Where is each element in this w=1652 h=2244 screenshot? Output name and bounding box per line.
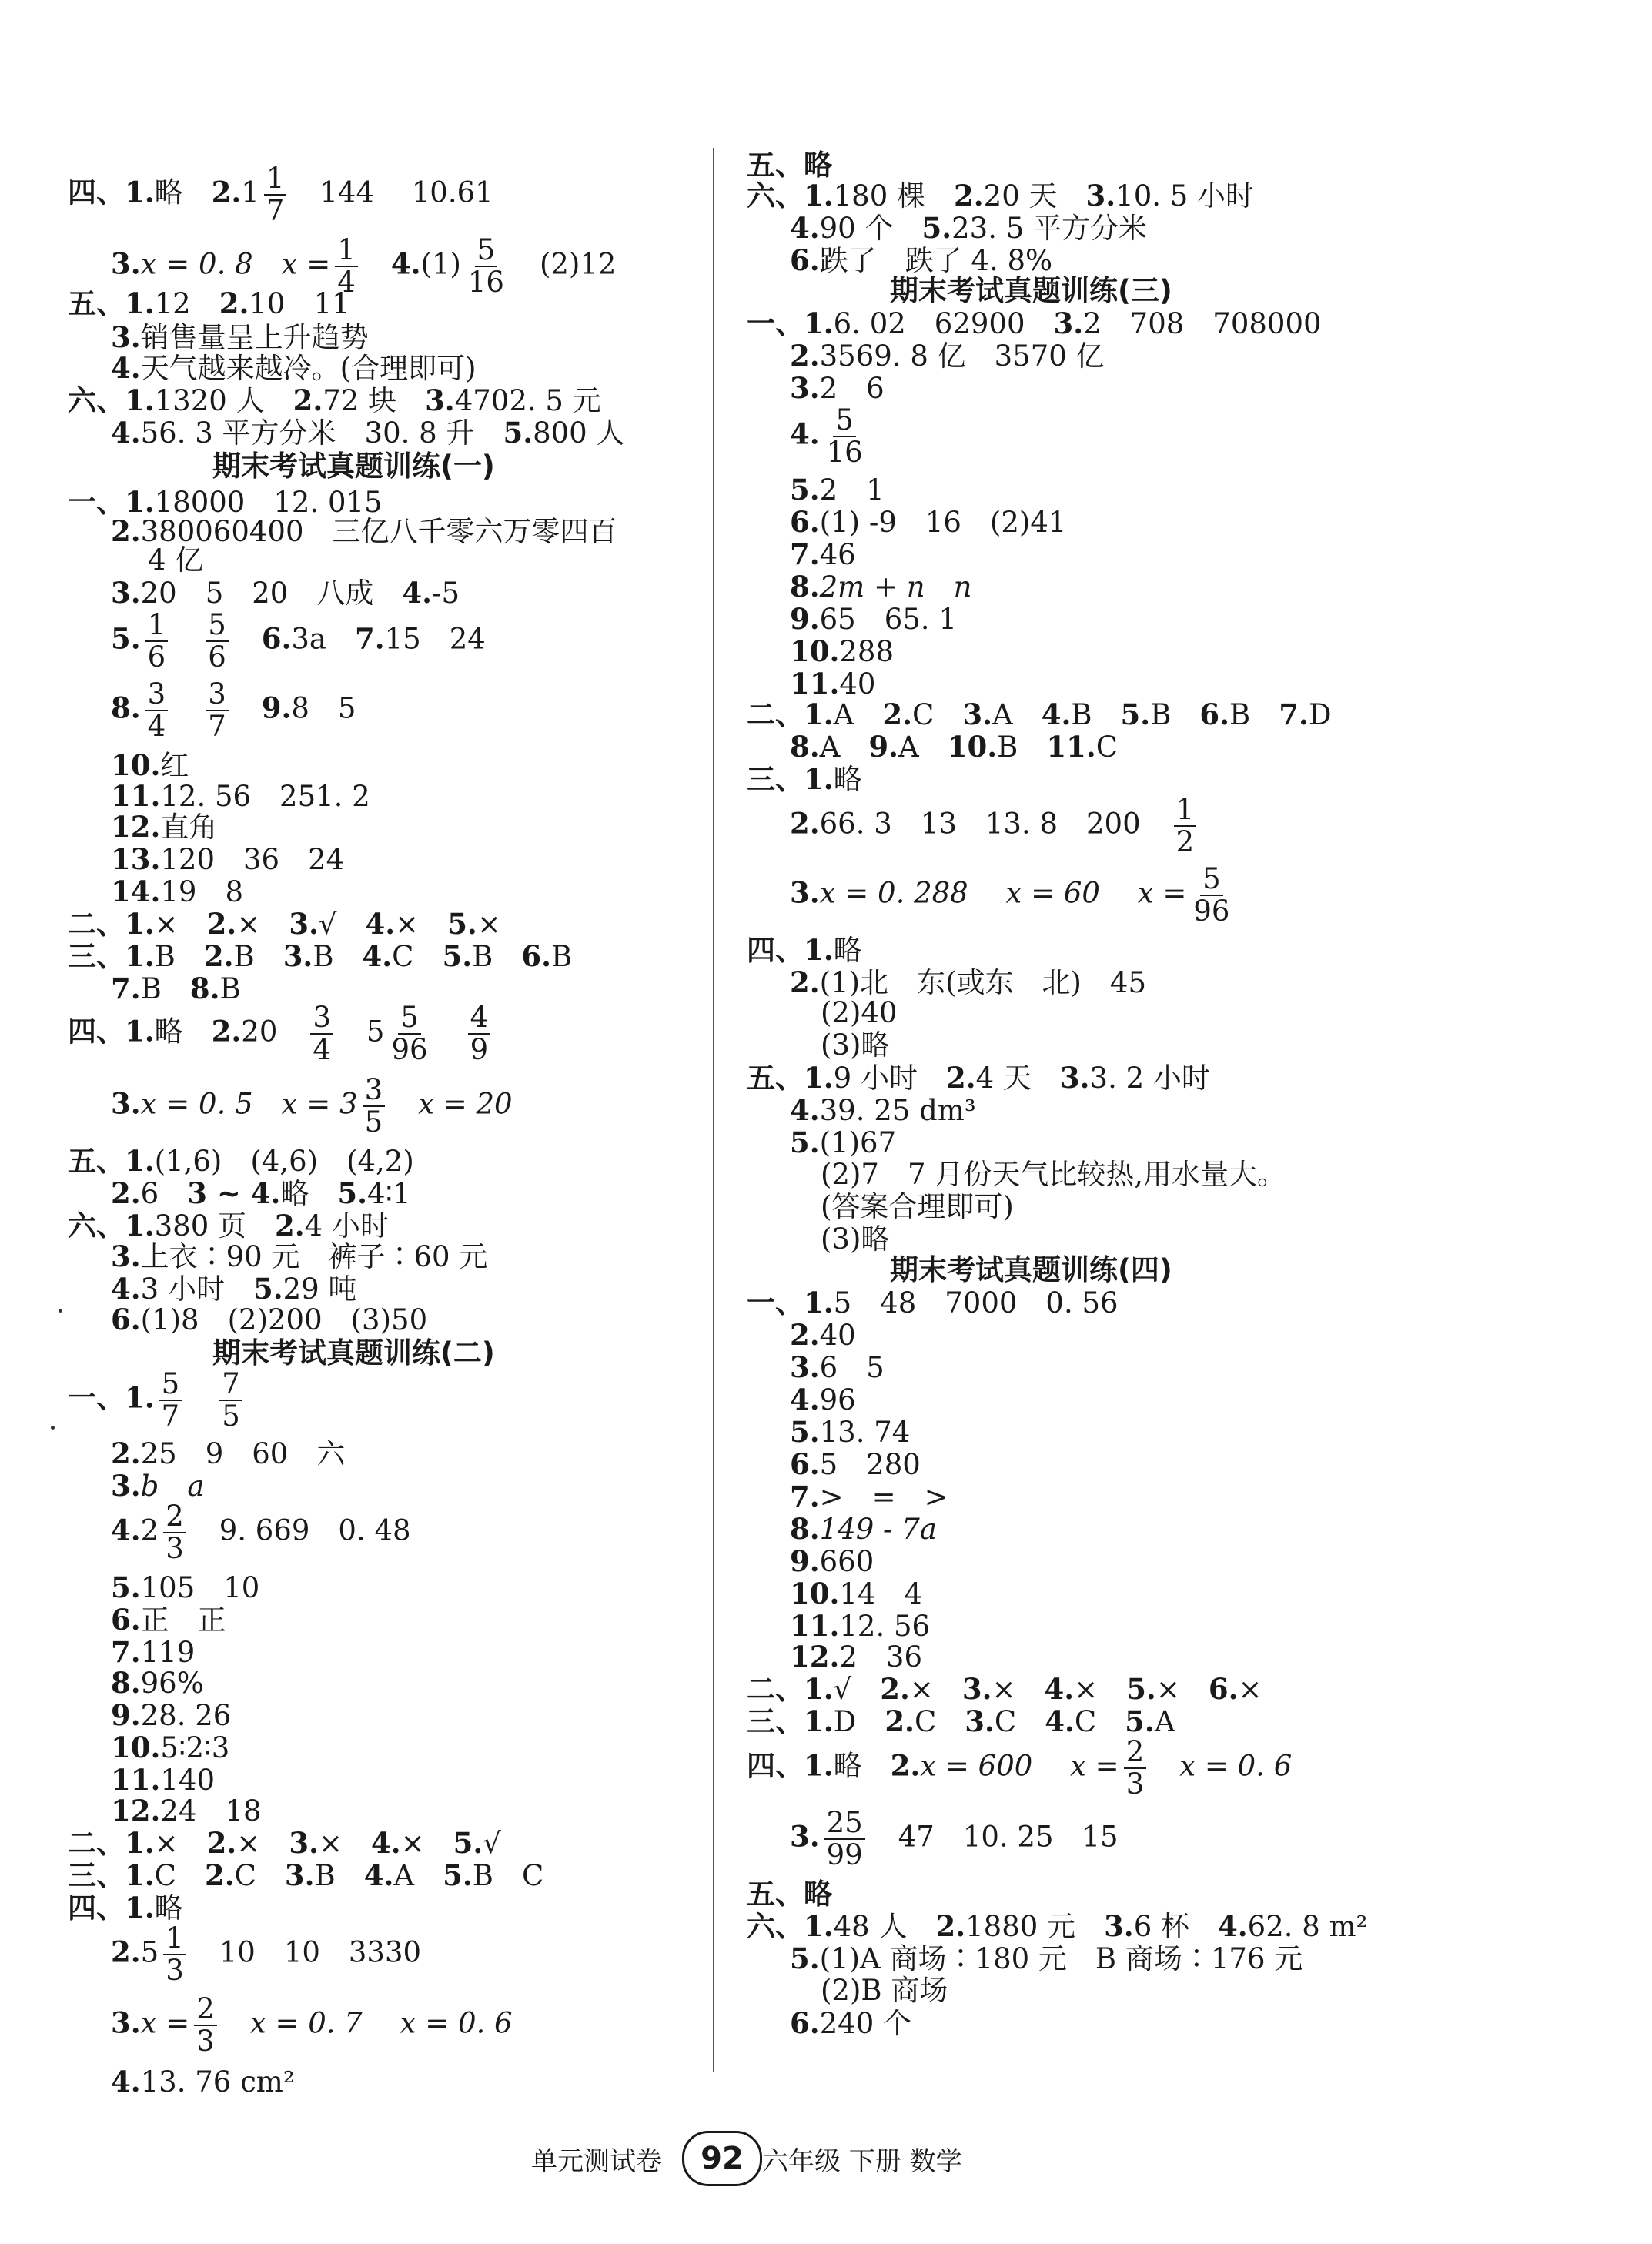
answer-line: 8. $\frac{3}{4}$ $\frac{3}{7}$ 9.8 5 (111, 677, 356, 743)
fraction: $\frac{7}{5}$ (219, 1369, 242, 1432)
answer-line: 8.96% (111, 1666, 204, 1700)
fraction: $\frac{1}{2}$ (1174, 794, 1197, 858)
answer-line: 2.40 (790, 1318, 856, 1352)
answer-line: 6.(1) -9 16 (2)41 (790, 505, 1067, 539)
answer-line: 6.跌了 跌了 4. 8% (790, 243, 1053, 277)
answer-line: 3.6 5 (790, 1350, 885, 1384)
answer-line: 7.> = > (790, 1480, 948, 1513)
answer-line: 五、1.(1,6) (4,6) (4,2) (68, 1144, 414, 1178)
answer-line: (答案合理即可) (821, 1190, 1014, 1223)
scan-speck (51, 1426, 55, 1430)
answer-line: 一、1.18000 12. 015 (68, 485, 383, 519)
answer-line: 6.(1)8 (2)200 (3)50 (111, 1303, 428, 1336)
answer-line: 5.(1)67 (790, 1125, 897, 1159)
answer-line: 4.3 小时 5.29 吨 (111, 1272, 357, 1306)
grade-subject: 六年级 下册 数学 (762, 2146, 962, 2177)
fraction: $\frac{4}{9}$ (468, 1002, 491, 1065)
section-title: 期末考试真题训练(四) (890, 1253, 1172, 1286)
answer-line: 4.39. 25 dm³ (790, 1093, 976, 1127)
answer-line: 4.天气越来越冷。(合理即可) (111, 351, 477, 385)
column-divider (713, 148, 714, 2072)
answer-line: 3.x = 0. 5 x = 3 $\frac{3}{5}$ x = 20 (111, 1073, 513, 1139)
answer-line: 12.2 36 (790, 1640, 922, 1674)
answer-line: 四、1.略 (747, 933, 862, 967)
answer-line: 3.销售量呈上升趋势 (111, 320, 369, 354)
answer-line: 四、1.略 2.20 $\frac{3}{4}$ 5 $\frac{5}{96}$ $\frac{4}{9}$ (68, 1002, 495, 1065)
answer-line: 6.5 280 (790, 1447, 921, 1481)
answer-line: (3)略 (821, 1222, 890, 1256)
answer-line: (2)B 商场 (821, 1974, 948, 2007)
answer-line: 四、1.略 2.x = 600 x = $\frac{2}{3}$ x = 0. 6 (747, 1735, 1293, 1801)
answer-line: 2.380060400 三亿八千零六万零四百 (111, 514, 617, 548)
answer-line: 8.A 9.A 10.B 11.C (790, 730, 1119, 764)
answer-line: 六、1.180 棵 2.20 天 3.10. 5 小时 (747, 179, 1255, 212)
answer-line: 4.13. 76 cm² (111, 2065, 295, 2099)
fraction: $\frac{5}{16}$ (826, 403, 863, 469)
fraction: $\frac{5}{6}$ (206, 610, 229, 673)
answer-line: 5.13. 74 (790, 1415, 911, 1449)
answer-line: 四、1.略 2.1 $\frac{1}{7}$ 144 10.61 (68, 162, 493, 227)
answer-line: 3.b a (111, 1469, 205, 1503)
answer-line: 三、1.B 2.B 3.B 4.C 5.B 6.B (68, 939, 573, 973)
answer-line: 11.12. 56 251. 2 (111, 779, 370, 813)
answer-line: 10.5∶2∶3 (111, 1731, 230, 1764)
answer-line: 9.65 65. 1 (790, 602, 957, 636)
section-title: 期末考试真题训练(二) (212, 1336, 495, 1369)
answer-line: 10.14 4 (790, 1577, 922, 1610)
answer-line: 4.2 $\frac{2}{3}$ 9. 669 0. 48 (111, 1500, 411, 1565)
answer-line: 3.2 6 (790, 371, 885, 405)
answer-line: 五、略 (747, 148, 832, 182)
answer-line: 12.直角 (111, 810, 218, 844)
answer-line: 3.20 5 20 八成 4.-5 (111, 576, 460, 610)
answer-line: 2.5 $\frac{1}{3}$ 10 10 3330 (111, 1921, 422, 1987)
answer-line: 5.2 1 (790, 473, 885, 507)
answer-line: 11.40 (790, 667, 876, 701)
answer-line: 10.红 (111, 748, 189, 782)
answer-line: 5.(1)A 商场∶180 元 B 商场∶176 元 (790, 1941, 1303, 1975)
answer-line: 6.正 正 (111, 1603, 226, 1637)
answer-line: 11.12. 56 (790, 1609, 931, 1643)
answer-line: 五、略 (747, 1877, 832, 1911)
answer-line: 一、1.5 48 7000 0. 56 (747, 1286, 1119, 1319)
book-title: 单元测试卷 (531, 2146, 662, 2177)
answer-line: 4.96 (790, 1383, 856, 1416)
section-title: 期末考试真题训练(三) (890, 274, 1172, 307)
answer-line: 7.46 (790, 537, 856, 571)
answer-line: 3.x = 0. 8 x = $\frac{1}{4}$ 4.(1) $\frac{5}{16}$ (2)12 (111, 233, 617, 299)
fraction: $\frac{2}{3}$ (1124, 1737, 1147, 1800)
answer-line: 4.90 个 5.23. 5 平方分米 (790, 211, 1148, 245)
answer-line: 一、1. $\frac{5}{7}$ $\frac{7}{5}$ (68, 1369, 247, 1432)
answer-line: 六、1.48 人 2.1880 元 3.6 杯 4.62. 8 m² (747, 1909, 1368, 1943)
answer-line: 5. $\frac{1}{6}$ $\frac{5}{6}$ 6.3a 7.15 24 (111, 608, 486, 674)
fraction: $\frac{1}{6}$ (145, 610, 169, 673)
answer-line: 9.660 (790, 1544, 874, 1578)
answer-line: 五、1.12 2.10 11 (68, 286, 350, 320)
answer-line: 2.6 3 ~ 4.略 5.4∶1 (111, 1176, 411, 1210)
fraction: $\frac{1}{3}$ (163, 1923, 186, 1986)
answer-line: 8.149 - 7a (790, 1512, 937, 1546)
answer-line: 四、1.略 (68, 1891, 183, 1925)
fraction: $\frac{25}{99}$ (824, 1808, 865, 1871)
fraction: $\frac{3}{4}$ (145, 679, 169, 742)
answer-line: 五、1.9 小时 2.4 天 3.3. 2 小时 (747, 1061, 1210, 1095)
answer-line: 5.105 10 (111, 1570, 260, 1604)
answer-line: (2)7 7 月份天气比较热,用水量大。 (821, 1158, 1286, 1191)
answer-line: 14.19 8 (111, 875, 243, 908)
answer-line: 2.66. 3 13 13. 8 200 $\frac{1}{2}$ (790, 794, 1201, 858)
fraction: $\frac{5}{7}$ (159, 1369, 182, 1432)
answer-line: 7.119 (111, 1635, 196, 1669)
fraction: $\frac{2}{3}$ (194, 1994, 217, 2057)
answer-line: 7.B 8.B (111, 972, 241, 1005)
fraction: $\frac{1}{4}$ (335, 235, 358, 298)
answer-line: 六、1.1320 人 2.72 块 3.4702. 5 元 (68, 383, 601, 417)
answer-line: 10.288 (790, 634, 894, 668)
answer-line: (2)40 (821, 996, 898, 1029)
page-number: 92 (682, 2131, 762, 2186)
page-footer (0, 2131, 1652, 2186)
answer-line: 一、1.6. 02 62900 3.2 708 708000 (747, 306, 1322, 340)
answer-line: 二、1.× 2.× 3.× 4.× 5.√ (68, 1826, 501, 1860)
fraction: $\frac{5}{96}$ (391, 1001, 428, 1066)
answer-line: 6.240 个 (790, 2006, 912, 2040)
fraction: $\frac{3}{4}$ (310, 1002, 333, 1065)
answer-line: 13.120 36 24 (111, 842, 345, 876)
answer-line: 3.上衣∶90 元 裤子∶60 元 (111, 1239, 488, 1273)
answer-line: 3.x = 0. 288 x = 60 x = $\frac{5}{96}$ (790, 864, 1236, 927)
answer-line: 11.140 (111, 1763, 215, 1797)
answer-line: 8.2m + n n (790, 570, 972, 604)
fraction: $\frac{5}{96}$ (1193, 862, 1230, 928)
answer-line: (3)略 (821, 1028, 890, 1062)
section-title: 期末考试真题训练(一) (212, 450, 495, 483)
answer-line: 9.28. 26 (111, 1698, 232, 1732)
answer-line: 12.24 18 (111, 1794, 262, 1828)
answer-line: 三、1.略 (747, 762, 862, 796)
answer-line: 三、1.D 2.C 3.C 4.C 5.A (747, 1704, 1175, 1738)
answer-line: 2.3569. 8 亿 3570 亿 (790, 339, 1105, 373)
answer-line: 3.x = $\frac{2}{3}$ x = 0. 7 x = 0. 6 (111, 1992, 513, 2058)
fraction: $\frac{1}{7}$ (264, 163, 287, 226)
answer-line: 二、1.× 2.× 3.√ 4.× 5.× (68, 907, 501, 941)
fraction: $\frac{3}{5}$ (363, 1075, 386, 1138)
answer-line: 4. $\frac{5}{16}$ (790, 405, 870, 468)
answer-line: 4 亿 (148, 543, 204, 577)
answer-line: 4.56. 3 平方分米 30. 8 升 5.800 人 (111, 416, 625, 450)
fraction: $\frac{5}{16}$ (467, 233, 504, 299)
fraction: $\frac{2}{3}$ (163, 1501, 186, 1564)
answer-line: 3. $\frac{25}{99}$ 47 10. 25 15 (790, 1806, 1119, 1871)
answer-line: 2.25 9 60 六 (111, 1436, 346, 1470)
scan-speck (59, 1309, 62, 1313)
answer-line: 三、1.C 2.C 3.B 4.A 5.B C (68, 1858, 544, 1892)
answer-line: 六、1.380 页 2.4 小时 (68, 1209, 389, 1242)
answer-line: 二、1.A 2.C 3.A 4.B 5.B 6.B 7.D (747, 697, 1332, 731)
answer-line: 2.(1)北 东(或东 北) 45 (790, 965, 1147, 999)
fraction: $\frac{3}{7}$ (206, 679, 229, 742)
answer-line: 二、1.√ 2.× 3.× 4.× 5.× 6.× (747, 1672, 1262, 1706)
